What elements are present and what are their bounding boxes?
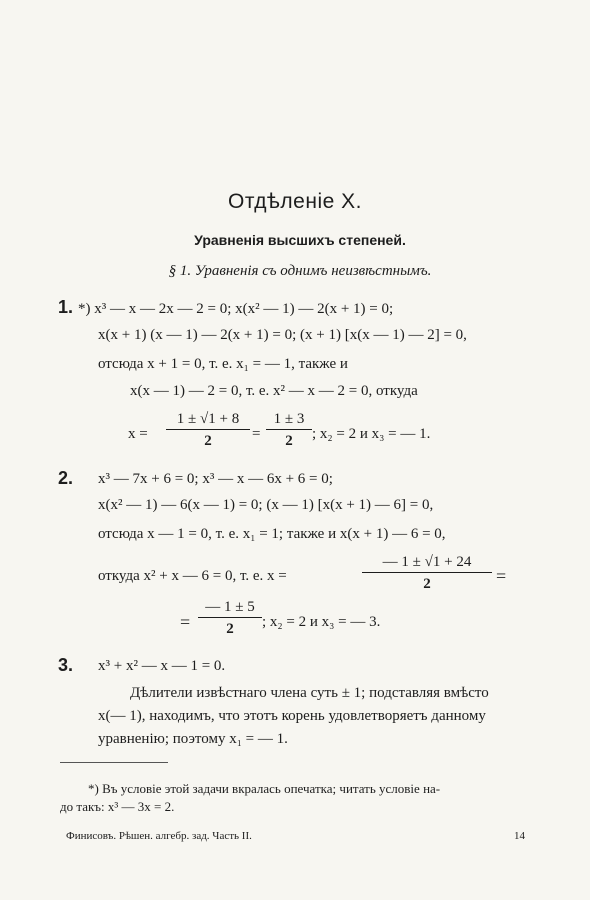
equals-sign: = xyxy=(252,426,261,442)
section-title: Уравненія высшихъ степеней. xyxy=(194,232,406,248)
equals-sign: = xyxy=(180,612,191,632)
problem-number: 1. xyxy=(58,297,74,317)
fraction-numerator: — 1 ± 5 xyxy=(205,599,255,615)
fraction xyxy=(198,598,262,638)
chapter-title: Отдѣленіе X. xyxy=(228,190,362,213)
fraction-bar xyxy=(362,572,492,573)
footnote-divider xyxy=(60,762,168,763)
result-suffix: ; x₂ = 2 и x₃ = — 3. xyxy=(262,614,381,630)
problem-line: x(x + 1) (x — 1) — 2(x + 1) = 0; (x + 1) [x(x — 1) — 2] = 0, xyxy=(98,327,467,343)
fraction-numerator: 1 ± √1 + 8 xyxy=(176,411,240,427)
footnote-line: до такъ: x³ — 3x = 2. xyxy=(60,799,175,814)
fraction-denominator: 2 xyxy=(226,621,234,637)
fraction-bar xyxy=(266,429,312,430)
fraction-denominator: 2 xyxy=(285,433,293,449)
fraction xyxy=(362,553,492,593)
problem-number: 2. xyxy=(58,468,74,488)
problem-line: откуда x² + x — 6 = 0, т. е. x = xyxy=(98,568,287,584)
problem-line: x³ + x² — x — 1 = 0. xyxy=(98,658,226,674)
problem-line: отсюда x — 1 = 0, т. е. x₁ = 1; также и x(x + 1) — 6 = 0, xyxy=(98,526,446,542)
fraction xyxy=(166,410,250,450)
paragraph-line: уравненію; поэтому x₁ = — 1. xyxy=(98,731,288,747)
problem-line: x(x² — 1) — 6(x — 1) = 0; (x — 1) [x(x + 1) — 6] = 0, xyxy=(98,497,434,513)
fraction-bar xyxy=(166,429,250,430)
fraction-bar xyxy=(198,617,262,618)
fraction-numerator: 1 ± 3 xyxy=(273,411,305,427)
problem-line: отсюда x + 1 = 0, т. е. x₁ = — 1, также и xyxy=(98,356,348,372)
paragraph-line: Дѣлители извѣстнаго члена суть ± 1; подставляя вмѣсто xyxy=(130,685,489,701)
problem-line: x³ — 7x + 6 = 0; x³ — x — 6x + 6 = 0; xyxy=(98,471,333,487)
page-number: 14 xyxy=(514,830,525,842)
paragraph-line: x(— 1), находимъ, что этотъ корень удовлетворяетъ данному xyxy=(98,708,486,724)
problem-line: x(x — 1) — 2 = 0, т. е. x² — x — 2 = 0, откуда xyxy=(130,383,418,399)
fraction-denominator: 2 xyxy=(204,433,212,449)
result-suffix: ; x₂ = 2 и x₃ = — 1. xyxy=(312,426,431,442)
problem-line: *) x³ — x — 2x — 2 = 0; x(x² — 1) — 2(x + 1) = 0; xyxy=(78,301,394,317)
book-footer: Финисовъ. Рѣшен. алгебр. зад. Часть II. xyxy=(66,830,252,842)
subsection-title: § 1. Уравненія съ однимъ неизвѣстнымъ. xyxy=(168,263,432,279)
result-prefix: x = xyxy=(128,426,148,442)
fraction-numerator: — 1 ± √1 + 24 xyxy=(382,554,472,570)
fraction-denominator: 2 xyxy=(423,576,431,592)
problem-number: 3. xyxy=(58,655,74,675)
footnote-line: *) Въ условіе этой задачи вкралась опечатка; читать условіе на- xyxy=(88,781,441,796)
equals-sign: = xyxy=(496,566,507,586)
fraction xyxy=(266,410,312,450)
